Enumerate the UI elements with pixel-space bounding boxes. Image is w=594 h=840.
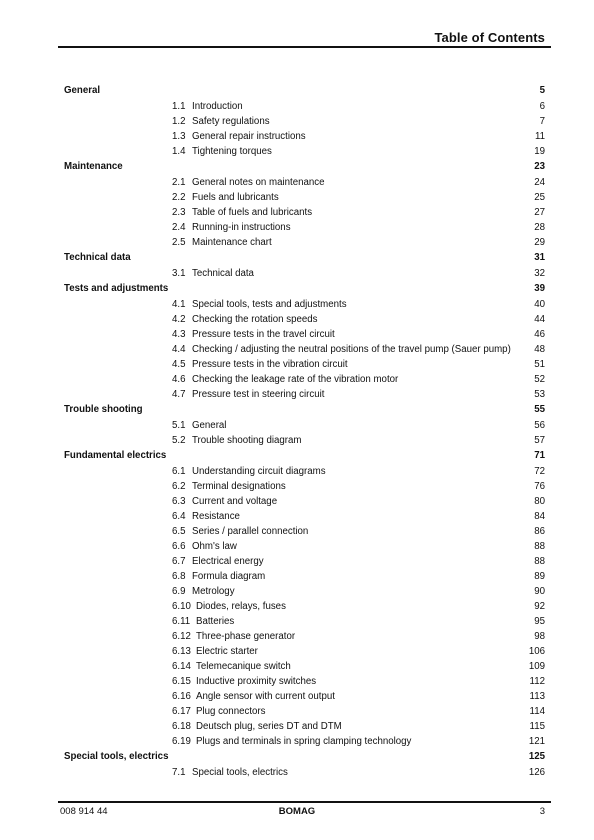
toc-page-number: 29 — [534, 237, 545, 248]
toc-page-number: 46 — [534, 329, 545, 340]
toc-section-title: Special tools, electrics — [64, 751, 169, 762]
toc-entry-title: Plug connectors — [196, 706, 266, 717]
toc-entry-row[interactable] — [64, 689, 545, 704]
toc-entry-row[interactable] — [64, 190, 545, 205]
toc-page-number: 106 — [528, 646, 545, 657]
toc-entry-row[interactable] — [64, 614, 545, 629]
toc-page-number: 114 — [529, 706, 545, 717]
toc-entry-number: 6.8 — [172, 571, 186, 582]
toc-entry-title: Safety regulations — [192, 116, 270, 127]
toc-page-number: 126 — [528, 767, 545, 778]
toc-entry-title: Checking the rotation speeds — [192, 314, 318, 325]
toc-page-number: 55 — [534, 404, 545, 415]
toc-entry-row[interactable] — [64, 433, 545, 448]
toc-section-row[interactable] — [64, 448, 545, 464]
toc-entry-title: Deutsch plug, series DT and DTM — [196, 721, 342, 732]
toc-entry-row[interactable] — [64, 297, 545, 312]
toc-entry-title: Metrology — [192, 586, 235, 597]
toc-entry-number: 2.2 — [172, 192, 186, 203]
toc-entry-number: 1.3 — [172, 131, 186, 142]
toc-entry-title: Checking / adjusting the neutral positions of the travel pump (Sauer pump) — [192, 344, 511, 355]
toc-entry-number: 5.1 — [172, 420, 186, 431]
toc-entry-row[interactable] — [64, 342, 545, 357]
toc-entry-row[interactable] — [64, 765, 545, 780]
document-number: 008 914 44 — [60, 806, 108, 817]
toc-section-row[interactable] — [64, 281, 545, 297]
toc-entry-title: Checking the leakage rate of the vibration motor — [192, 374, 399, 385]
toc-page-number: 7 — [539, 116, 545, 127]
brand-name: BOMAG — [278, 806, 316, 817]
toc-entry-title: Ohm's law — [192, 541, 237, 552]
toc-entry-number: 4.3 — [172, 329, 186, 340]
toc-entry-title: Inductive proximity switches — [196, 676, 317, 687]
toc-section-title: Fundamental electrics — [64, 450, 167, 461]
toc-entry-row[interactable] — [64, 220, 545, 235]
toc-page-number: 5 — [539, 85, 545, 96]
toc-page-number: 109 — [528, 661, 545, 672]
toc-entry-row[interactable] — [64, 704, 545, 719]
toc-entry-number: 6.11 — [172, 616, 191, 627]
toc-entry-number: 3.1 — [172, 268, 186, 279]
toc-entry-number: 2.1 — [172, 177, 186, 188]
toc-page-number: 92 — [534, 601, 545, 612]
footer-divider — [58, 801, 551, 803]
toc-page-number: 40 — [534, 299, 545, 310]
toc-page-number: 86 — [534, 526, 545, 537]
toc-entry-number: 1.2 — [172, 116, 186, 127]
toc-page-number: 39 — [534, 283, 545, 294]
toc-entry-title: Tightening torques — [192, 146, 272, 157]
toc-entry-title: Technical data — [192, 268, 254, 279]
toc-entry-row[interactable] — [64, 509, 545, 524]
toc-entry-row[interactable] — [64, 99, 545, 114]
toc-entry-number: 4.1 — [172, 299, 186, 310]
toc-page-number: 80 — [534, 496, 545, 507]
toc-entry-number: 7.1 — [172, 767, 186, 778]
toc-entry-row[interactable] — [64, 479, 545, 494]
toc-entry-row[interactable] — [64, 584, 545, 599]
toc-page-number: 95 — [534, 616, 545, 627]
toc-section-title: Trouble shooting — [64, 404, 143, 415]
toc-entry-row[interactable] — [64, 372, 545, 387]
toc-page-number: 115 — [529, 721, 545, 732]
toc-entry-number: 1.1 — [172, 101, 186, 112]
toc-entry-number: 4.2 — [172, 314, 186, 325]
toc-entry-number: 6.7 — [172, 556, 186, 567]
toc-entry-row[interactable] — [64, 599, 545, 614]
toc-page-number: 48 — [534, 344, 545, 355]
toc-entry-row[interactable] — [64, 129, 545, 144]
toc-page-number: 44 — [534, 314, 545, 325]
toc-page-number: 88 — [534, 556, 545, 567]
toc-entry-row[interactable] — [64, 569, 545, 584]
toc-entry-title: Pressure tests in the vibration circuit — [192, 359, 348, 370]
toc-entry-row[interactable] — [64, 312, 545, 327]
page-title: Table of Contents — [434, 30, 545, 45]
toc-entry-row[interactable] — [64, 205, 545, 220]
toc-entry-number: 6.9 — [172, 586, 186, 597]
toc-entry-number: 6.4 — [172, 511, 186, 522]
toc-entry-number: 2.5 — [172, 237, 186, 248]
toc-page-number: 6 — [539, 101, 545, 112]
toc-entry-title: Special tools, tests and adjustments — [192, 299, 347, 310]
toc-page-number: 88 — [534, 541, 545, 552]
toc-entry-title: Batteries — [196, 616, 235, 627]
toc-section-title: Technical data — [64, 252, 131, 263]
toc-entry-row[interactable] — [64, 464, 545, 479]
toc-entry-title: Formula diagram — [192, 571, 266, 582]
toc-entry-number: 6.13 — [172, 646, 191, 657]
toc-entry-title: Trouble shooting diagram — [192, 435, 302, 446]
toc-entry-number: 2.3 — [172, 207, 186, 218]
toc-page-number: 112 — [529, 676, 545, 687]
toc-page-number: 57 — [534, 435, 545, 446]
toc-entry-row[interactable] — [64, 114, 545, 129]
toc-entry-row[interactable] — [64, 494, 545, 509]
toc-entry-row[interactable] — [64, 554, 545, 569]
toc-entry-number: 6.18 — [172, 721, 191, 732]
toc-page-number: 31 — [534, 252, 545, 263]
toc-section-title: Maintenance — [64, 161, 123, 172]
toc-entry-number: 4.5 — [172, 359, 186, 370]
toc-section-row[interactable] — [64, 159, 545, 175]
toc-entry-title: General repair instructions — [192, 131, 306, 142]
toc-entry-title: Angle sensor with current output — [196, 691, 335, 702]
toc-page-number: 27 — [534, 207, 545, 218]
toc-page-number: 24 — [534, 177, 545, 188]
toc-entry-title: Understanding circuit diagrams — [192, 466, 326, 477]
toc-entry-title: General — [192, 420, 227, 431]
toc-entry-row[interactable] — [64, 327, 545, 342]
toc-entry-number: 6.19 — [172, 736, 191, 747]
toc-entry-number: 1.4 — [172, 146, 186, 157]
toc-entry-row[interactable] — [64, 539, 545, 554]
toc-entry-title: Three-phase generator — [196, 631, 296, 642]
toc-entry-number: 4.7 — [172, 389, 186, 400]
toc-entry-number: 2.4 — [172, 222, 186, 233]
toc-section-row[interactable] — [64, 83, 545, 99]
toc-page-number: 25 — [534, 192, 545, 203]
toc-entry-number: 6.15 — [172, 676, 191, 687]
toc-entry-title: Running-in instructions — [192, 222, 291, 233]
toc-section-title: General — [64, 85, 101, 96]
toc-entry-row[interactable] — [64, 357, 545, 372]
toc-page-number: 98 — [534, 631, 545, 642]
toc-entry-number: 6.6 — [172, 541, 186, 552]
toc-entry-number: 6.12 — [172, 631, 191, 642]
toc-page-number: 19 — [534, 146, 545, 157]
toc-entry-title: Introduction — [192, 101, 243, 112]
toc-page-number: 11 — [534, 131, 545, 142]
toc-entry-number: 6.17 — [172, 706, 191, 717]
toc-entry-title: Maintenance chart — [192, 237, 272, 248]
toc-entry-row[interactable] — [64, 266, 545, 281]
toc-entry-number: 6.1 — [172, 466, 186, 477]
toc-entry-number: 6.2 — [172, 481, 186, 492]
toc-page-number: 56 — [534, 420, 545, 431]
toc-entry-row[interactable] — [64, 524, 545, 539]
toc-entry-title: General notes on maintenance — [192, 177, 325, 188]
toc-entry-title: Table of fuels and lubricants — [192, 207, 313, 218]
toc-entry-number: 5.2 — [172, 435, 186, 446]
toc-entry-title: Electrical energy — [192, 556, 264, 567]
toc-entry-title: Telemecanique switch — [196, 661, 291, 672]
toc-page-number: 51 — [534, 359, 545, 370]
toc-page-number: 113 — [529, 691, 545, 702]
toc-entry-row[interactable] — [64, 175, 545, 190]
page-number: 3 — [539, 806, 545, 817]
toc-entry-row[interactable] — [64, 629, 545, 644]
toc-entry-row[interactable] — [64, 644, 545, 659]
header-divider — [58, 46, 551, 48]
toc-entry-title: Current and voltage — [192, 496, 278, 507]
toc-page-number: 52 — [534, 374, 545, 385]
toc-page-number: 89 — [534, 571, 545, 582]
toc-entry-title: Plugs and terminals in spring clamping technology — [196, 736, 412, 747]
toc-page-number: 28 — [534, 222, 545, 233]
toc-entry-row[interactable] — [64, 659, 545, 674]
toc-entry-number: 6.10 — [172, 601, 191, 612]
toc-page-number: 84 — [534, 511, 545, 522]
toc-entry-title: Electric starter — [196, 646, 258, 657]
toc-entry-row[interactable] — [64, 734, 545, 749]
toc-entry-title: Series / parallel connection — [192, 526, 309, 537]
toc-entry-title: Terminal designations — [192, 481, 286, 492]
toc-entry-title: Diodes, relays, fuses — [196, 601, 286, 612]
toc-section-row[interactable] — [64, 749, 545, 765]
table-of-contents — [64, 83, 545, 780]
toc-entry-row[interactable] — [64, 719, 545, 734]
toc-section-title: Tests and adjustments — [64, 283, 169, 294]
toc-entry-number: 6.14 — [172, 661, 191, 672]
toc-page-number: 32 — [534, 268, 545, 279]
toc-entry-title: Fuels and lubricants — [192, 192, 279, 203]
toc-page-number: 23 — [534, 161, 545, 172]
toc-page-number: 71 — [534, 450, 545, 461]
toc-entry-row[interactable] — [64, 235, 545, 250]
toc-entry-number: 4.4 — [172, 344, 186, 355]
toc-entry-title: Pressure tests in the travel circuit — [192, 329, 335, 340]
toc-page-number: 125 — [528, 751, 545, 762]
toc-entry-title: Special tools, electrics — [192, 767, 288, 778]
toc-entry-number: 4.6 — [172, 374, 186, 385]
toc-section-row[interactable] — [64, 402, 545, 418]
toc-section-row[interactable] — [64, 250, 545, 266]
toc-entry-row[interactable] — [64, 418, 545, 433]
toc-page-number: 121 — [528, 736, 545, 747]
toc-entry-row[interactable] — [64, 387, 545, 402]
toc-entry-number: 6.5 — [172, 526, 186, 537]
toc-page-number: 76 — [534, 481, 545, 492]
toc-entry-number: 6.3 — [172, 496, 186, 507]
toc-page-number: 53 — [534, 389, 545, 400]
toc-entry-row[interactable] — [64, 674, 545, 689]
toc-entry-row[interactable] — [64, 144, 545, 159]
toc-entry-number: 6.16 — [172, 691, 191, 702]
toc-entry-title: Resistance — [192, 511, 240, 522]
toc-page-number: 72 — [534, 466, 545, 477]
toc-entry-title: Pressure test in steering circuit — [192, 389, 325, 400]
toc-page-number: 90 — [534, 586, 545, 597]
